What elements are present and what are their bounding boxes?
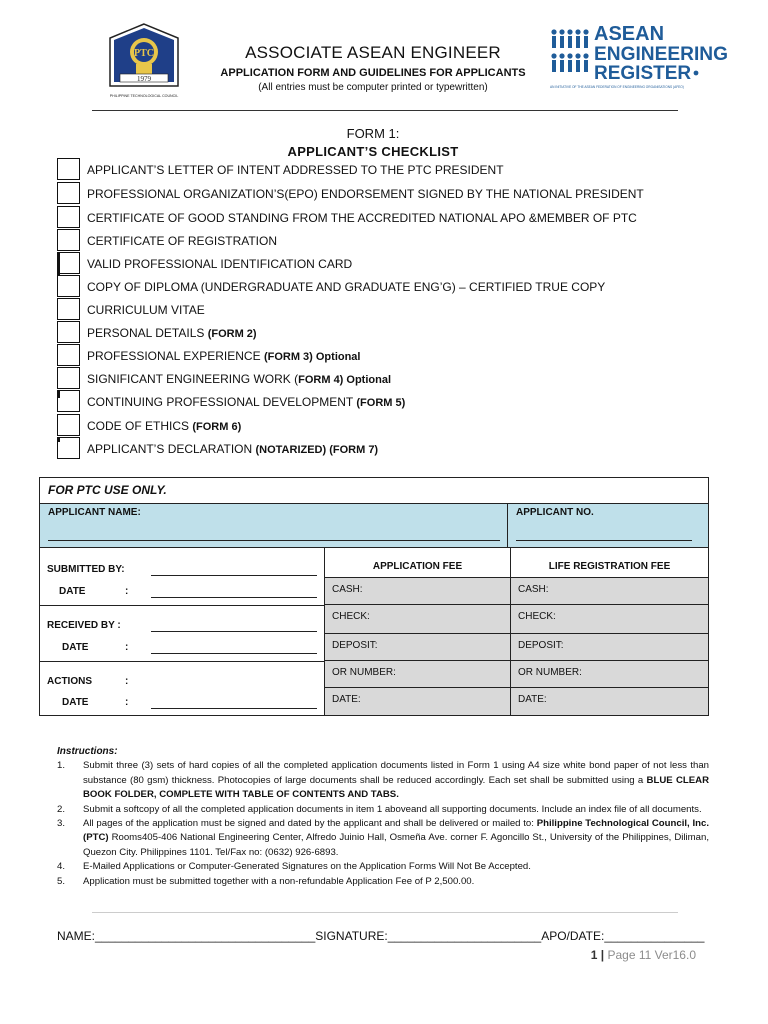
applicant-name-label: APPLICANT NAME: (48, 507, 141, 518)
instruction-item: 1. Submit three (3) sets of hard copies of all the completed application documents listed in Form 1 using A4 size white bond paper of not less than substance (80 gsm) thickness. Photocopies of large documents shall be reduced accordingly. Each set shall be submitted using a BLUE CLEAR BOOK FOLDER, COMPLETE WITH TABLE OF CONTENTS AND TABS. (57, 760, 709, 801)
ptc-use-only-label: FOR PTC USE ONLY. (40, 478, 708, 504)
checklist-item: VALID PROFESSIONAL IDENTIFICATION CARD (57, 252, 717, 275)
instructions (57, 745, 709, 889)
checkbox[interactable] (57, 390, 80, 412)
actions-date-label: DATE (62, 697, 89, 708)
life-fee-deposit[interactable]: DEPOSIT: (510, 634, 708, 661)
checklist-item: APPLICANT’S DECLARATION (NOTARIZED) (FORM 7) (57, 437, 717, 460)
svg-text:AN INITIATIVE OF THE ASEAN FED: AN INITIATIVE OF THE ASEAN FEDERATION OF ENGINEERING ORGANISATIONS (AFEO) (550, 85, 684, 89)
life-registration-fee-header: LIFE REGISTRATION FEE (510, 548, 708, 578)
footer-divider (92, 912, 678, 913)
form-title: FORM 1: (346, 126, 400, 141)
svg-text:1979: 1979 (137, 75, 151, 83)
checklist-item: COPY OF DIPLOMA (UNDERGRADUATE AND GRADUATE ENG’G) – CERTIFIED TRUE COPY (57, 275, 717, 298)
svg-text:PTC: PTC (134, 48, 154, 59)
svg-text:ASEAN: ASEAN (594, 23, 665, 45)
checklist-item: CURRICULUM VITAE (57, 298, 717, 321)
submitted-date-field[interactable] (151, 597, 317, 598)
submitted-by-label: SUBMITTED BY: (47, 564, 125, 575)
application-fee-header: APPLICATION FEE (324, 548, 510, 578)
instruction-item: 3. All pages of the application must be signed and dated by the applicant and shall be delivered or mailed to: Philippine Technological Council, Inc. (PTC) Rooms405-406 National Engineering Center, Alfredo Juinio Hall, Osmeña Ave. corner F. Agoncillo St., University of the Philippines, Diliman, Quezon City. Philippines 1101. Tel/Fax no: (0632) 926-6893. (57, 818, 709, 858)
checkbox[interactable] (57, 344, 80, 366)
checklist-item: CERTIFICATE OF GOOD STANDING FROM THE ACCREDITED NATIONAL APO &MEMBER OF PTC (57, 206, 717, 229)
header-divider (92, 110, 678, 111)
checklist-item: CODE OF ETHICS (FORM 6) (57, 414, 717, 437)
aer-logo (548, 22, 730, 92)
svg-text:REGISTER: REGISTER (594, 63, 692, 84)
checkbox[interactable] (57, 367, 80, 389)
instruction-item: 4. E-Mailed Applications or Computer-Generated Signatures on the Application Forms Will Not Be Accepted. (57, 861, 531, 873)
checkbox[interactable] (57, 158, 80, 180)
life-fee-cash[interactable]: CASH: (510, 578, 708, 605)
app-fee-date[interactable]: DATE: (324, 688, 510, 715)
actions-label: ACTIONS (47, 676, 92, 687)
page-title: ASSOCIATE ASEAN ENGINEER (245, 43, 501, 62)
checkbox[interactable] (57, 437, 80, 459)
applicant-row (40, 504, 708, 548)
applicant-no-label: APPLICANT NO. (516, 507, 594, 518)
svg-text:PHILIPPINE TECHNOLOGICAL COUNC: PHILIPPINE TECHNOLOGICAL COUNCIL (109, 94, 179, 98)
page-number: 1 | Page 11 Ver16.0 (590, 948, 696, 962)
form-subtitle: APPLICANT’S CHECKLIST (287, 144, 459, 159)
checkbox[interactable] (57, 275, 80, 297)
signature-line[interactable]: NAME:_________________________________SIGNATURE:_______________________APO/DATE:_______________ (57, 929, 705, 943)
checklist-item: CONTINUING PROFESSIONAL DEVELOPMENT (FORM 5) (57, 390, 717, 413)
checklist-item: PROFESSIONAL ORGANIZATION’S(EPO) ENDORSEMENT SIGNED BY THE NATIONAL PRESIDENT (57, 182, 717, 205)
entry-note: (All entries must be computer printed or typewritten) (258, 82, 488, 93)
checkbox[interactable] (57, 298, 80, 320)
received-date-label: DATE (62, 642, 89, 653)
life-fee-or-number[interactable]: OR NUMBER: (510, 661, 708, 688)
checkbox[interactable] (57, 182, 80, 204)
instruction-item: 5. Application must be submitted together with a non-refundable Application Fee of P 2,500.00. (57, 875, 475, 887)
checkbox[interactable] (57, 252, 80, 274)
checklist-item: CERTIFICATE OF REGISTRATION (57, 229, 717, 252)
instructions-title: Instructions: (57, 746, 118, 757)
app-fee-cash[interactable]: CASH: (324, 578, 510, 605)
life-fee-check[interactable]: CHECK: (510, 605, 708, 634)
ptc-use-table: FOR PTC USE ONLY. APPLICANT NAME: APPLICANT NO. SUBMITTED BY: DATE : RECEIVED BY : DATE : ACTIONS : DATE : APPLICATION FEE LIFE REGISTRATION FEE CASH: CASH: CHECK: CHECK: DEPOSIT: DEPOSIT: OR NUMBER: OR NUMBER: DATE: DATE: (39, 477, 709, 716)
received-by-field[interactable] (151, 631, 317, 632)
checkbox[interactable] (57, 206, 80, 228)
checklist-item: PROFESSIONAL EXPERIENCE (FORM 3) Optional (57, 344, 717, 367)
app-fee-check[interactable]: CHECK: (324, 605, 510, 634)
svg-text:ENGINEERING: ENGINEERING (594, 44, 728, 65)
checklist-item: SIGNIFICANT ENGINEERING WORK (FORM 4) Optional (57, 367, 717, 390)
received-date-field[interactable] (151, 653, 317, 654)
submitted-by-field[interactable] (151, 575, 317, 576)
checkbox[interactable] (57, 414, 80, 436)
app-fee-or-number[interactable]: OR NUMBER: (324, 661, 510, 688)
checkbox[interactable] (57, 229, 80, 251)
page-subtitle: APPLICATION FORM AND GUIDELINES FOR APPLICANTS (220, 67, 526, 79)
actions-date-field[interactable] (151, 708, 317, 709)
checkbox[interactable] (57, 321, 80, 343)
life-fee-date[interactable]: DATE: (510, 688, 708, 715)
received-by-label: RECEIVED BY : (47, 620, 121, 631)
applicant-name-field[interactable] (48, 540, 500, 541)
instruction-item: 2. Submit a softcopy of all the completed application documents in item 1 aboveand all supporting documents. Include an index file of all documents. (57, 803, 702, 815)
checklist-item: PERSONAL DETAILS (FORM 2) (57, 321, 717, 344)
ptc-logo (106, 22, 182, 102)
app-fee-deposit[interactable]: DEPOSIT: (324, 634, 510, 661)
checklist-item: APPLICANT’S LETTER OF INTENT ADDRESSED TO THE PTC PRESIDENT (57, 158, 717, 181)
submitted-date-label: DATE (59, 586, 86, 597)
applicant-no-field[interactable] (516, 540, 692, 541)
